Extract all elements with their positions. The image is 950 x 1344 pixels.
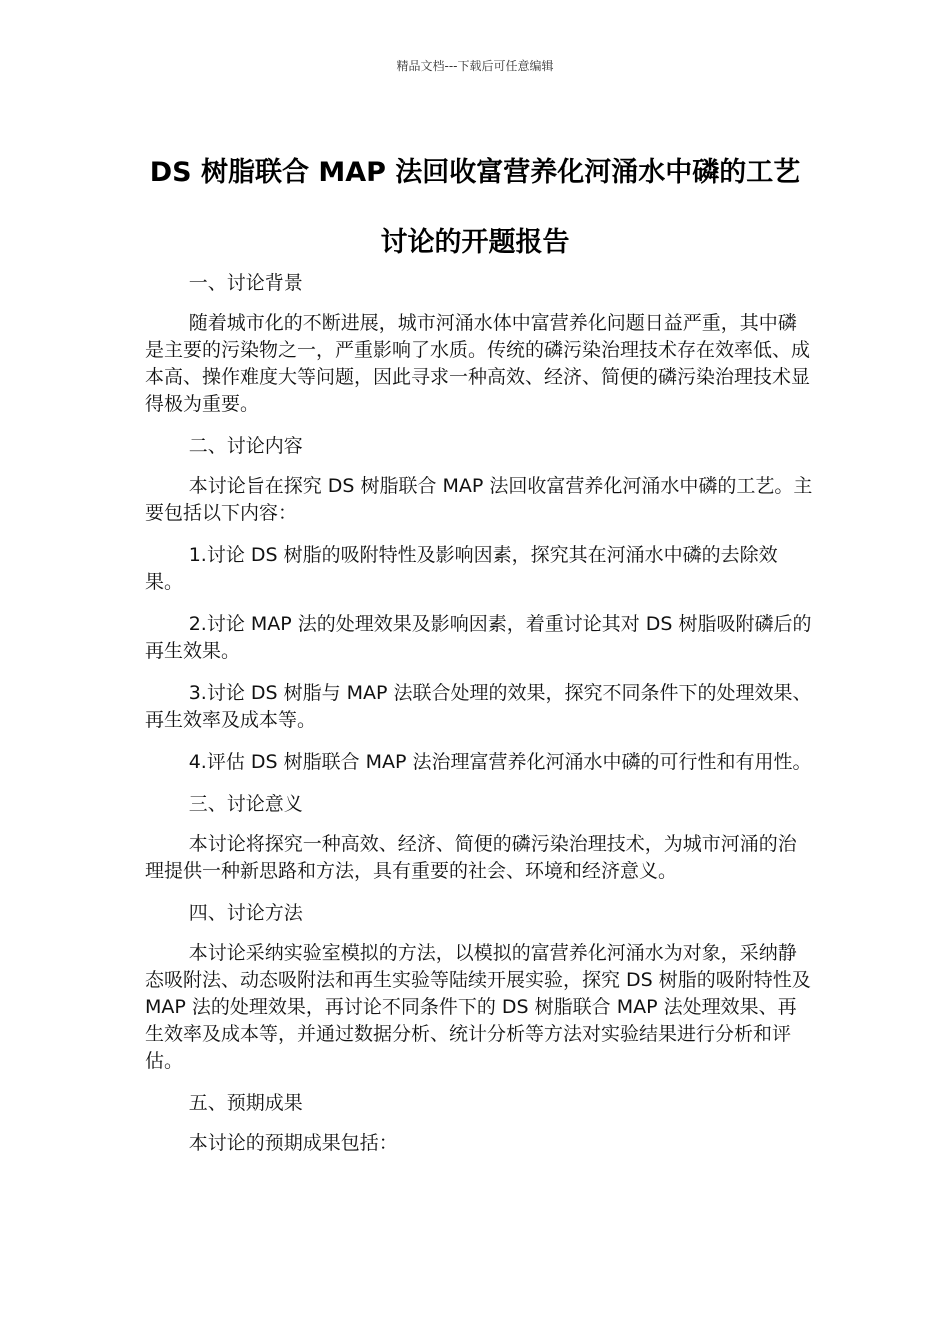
paragraph-background: 随着城市化的不断进展，城市河涌水体中富营养化问题日益严重，其中磷是主要的污染物之一，严重影响了水质。传统的磷污染治理技术存在效率低、成本高、操作难度大等问题，因此寻求一种高效、经济、简便的磷污染治理技术显得极为重要。 [145,312,811,415]
document-body [145,270,813,1172]
section-heading-methods: 四、讨论方法 [188,902,303,924]
paragraph-significance: 本讨论将探究一种高效、经济、简便的磷污染治理技术，为城市河涌的治理提供一种新思路和方法，具有重要的社会、环境和经济意义。 [145,833,797,882]
section-heading-expected-results: 五、预期成果 [188,1092,303,1114]
header-note: 精品文档---下载后可任意编辑 [396,59,554,73]
section-heading-significance: 三、讨论意义 [188,793,303,815]
list-item-1: 1.讨论 DS 树脂的吸附特性及影响因素，探究其在河涌水中磷的去除效果。 [145,544,778,593]
paragraph-expected-results: 本讨论的预期成果包括： [188,1132,398,1154]
list-item-2: 2.讨论 MAP 法的处理效果及影响因素，着重讨论其对 DS 树脂吸附磷后的再生效果。 [145,613,812,662]
document-title: DS 树脂联合 MAP 法回收富营养化河涌水中磷的工艺讨论的开题报告 [149,157,801,258]
section-heading-background: 一、讨论背景 [188,272,303,294]
section-heading-content: 二、讨论内容 [188,435,303,457]
list-item-4: 4.评估 DS 树脂联合 MAP 法治理富营养化河涌水中磷的可行性和有用性。 [188,751,812,773]
paragraph-methods: 本讨论采纳实验室模拟的方法，以模拟的富营养化河涌水为对象，采纳静态吸附法、动态吸附法和再生实验等陆续开展实验，探究 DS 树脂的吸附特性及 MAP 法的处理效果，再讨论不同条件下的 DS 树脂联合 MAP 法处理效果、再生效率及成本等，并通过数据分析、统计分析等方法对实验结果进行分析和评估。 [145,942,811,1072]
list-item-3: 3.讨论 DS 树脂与 MAP 法联合处理的效果，探究不同条件下的处理效果、再生效率及成本等。 [145,682,812,731]
paragraph-content-intro: 本讨论旨在探究 DS 树脂联合 MAP 法回收富营养化河涌水中磷的工艺。主要包括以下内容： [145,475,813,524]
